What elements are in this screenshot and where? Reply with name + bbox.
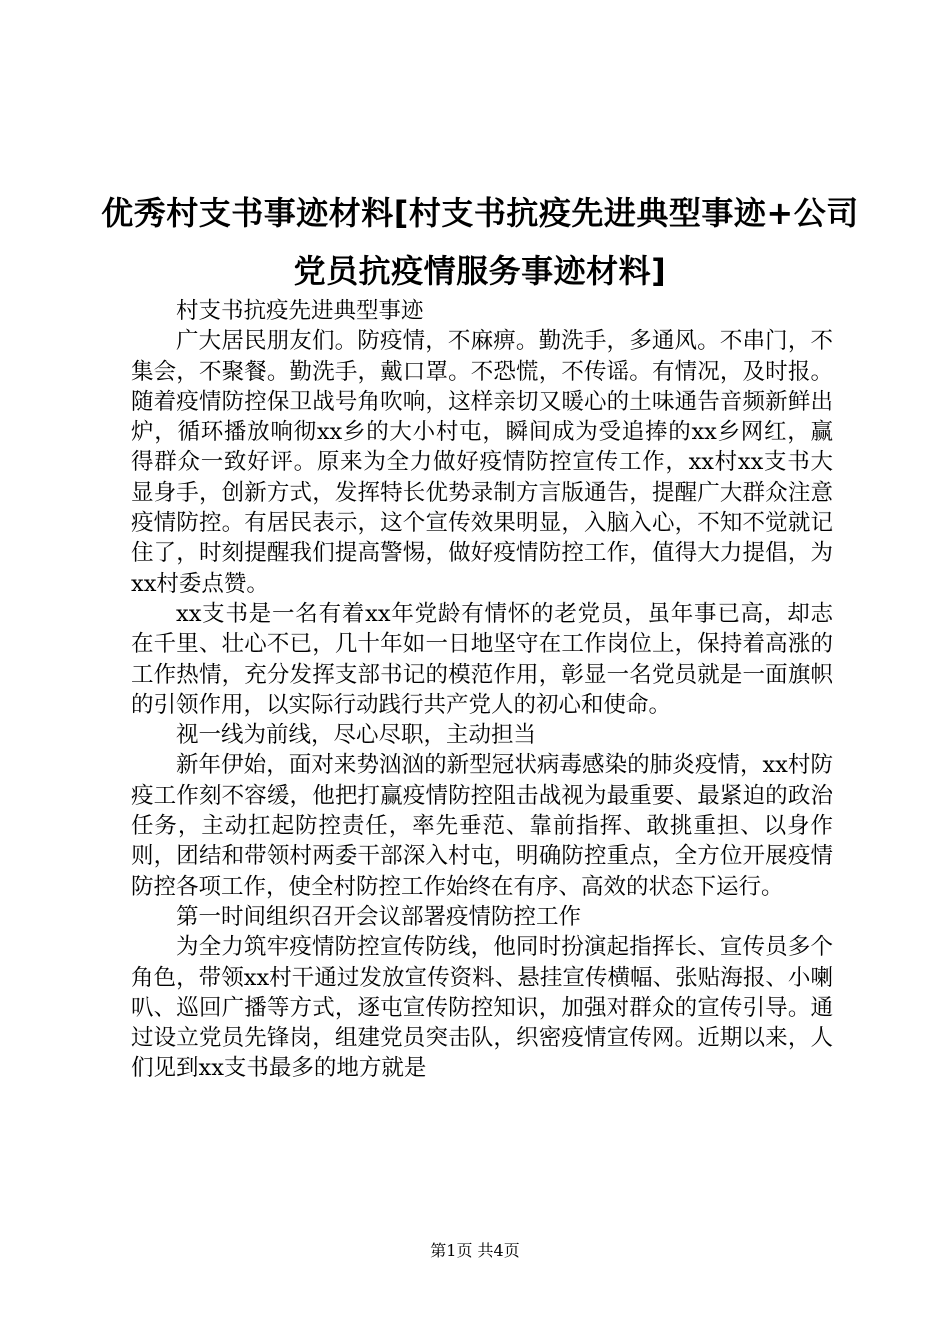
paragraph: xx支书是一名有着xx年党龄有情怀的老党员，虽年事已高，却志在千里、壮心不已，几十年如一日地坚守在工作岗位上，保持着高涨的工作热情，充分发挥支部书记的模范作用，彰显一名党员就是一面旗帜的引领作用，以实际行动践行共产党人的初心和使命。: [131, 600, 833, 718]
paragraph: 新年伊始，面对来势汹汹的新型冠状病毒感染的肺炎疫情，xx村防疫工作刻不容缓，他把打赢疫情防控阻击战视为最重要、最紧迫的政治任务，主动扛起防控责任，率先垂范、靠前指挥、敢挑重担、以身作则，团结和带领村两委干部深入村屯，明确防控重点，全方位开展疫情防控各项工作，使全村防控工作始终在有序、高效的状态下运行。: [131, 752, 833, 900]
document-title: 优秀村支书事迹材料[村支书抗疫先进典型事迹+公司党员抗疫情服务事迹材料]: [101, 194, 859, 290]
document-body: [131, 296, 833, 1084]
paragraph: 广大居民朋友们。防疫情，不麻痹。勤洗手，多通风。不串门，不集会，不聚餐。勤洗手，戴口罩。不恐慌，不传谣。有情况，及时报。随着疫情防控保卫战号角吹响，这样亲切又暖心的土味通告音频新鲜出炉，循环播放响彻xx乡的大小村屯，瞬间成为受追捧的xx乡网红，赢得群众一致好评。原来为全力做好疫情防控宣传工作，xx村xx支书大显身手，创新方式，发挥特长优势录制方言版通告，提醒广大群众注意疫情防控。有居民表示，这个宣传效果明显，入脑入心，不知不觉就记住了，时刻提醒我们提高警惕，做好疫情防控工作，值得大力提倡，为xx村委点赞。: [131, 328, 833, 597]
section-heading: 第一时间组织召开会议部署疫情防控工作: [176, 903, 582, 930]
section-heading: 视一线为前线，尽心尽职，主动担当: [176, 722, 537, 749]
section-heading: 村支书抗疫先进典型事迹: [176, 298, 424, 324]
paragraph: 为全力筑牢疫情防控宣传防线，他同时扮演起指挥长、宣传员多个角色，带领xx村干通过发放宣传资料、悬挂宣传横幅、张贴海报、小喇叭、巡回广播等方式，逐屯宣传防控知识，加强对群众的宣传引导。通过设立党员先锋岗，组建党员突击队，织密疫情宣传网。近期以来，人们见到xx支书最多的地方就是: [131, 934, 833, 1082]
page-number: 第1页 共4页: [430, 1241, 520, 1260]
